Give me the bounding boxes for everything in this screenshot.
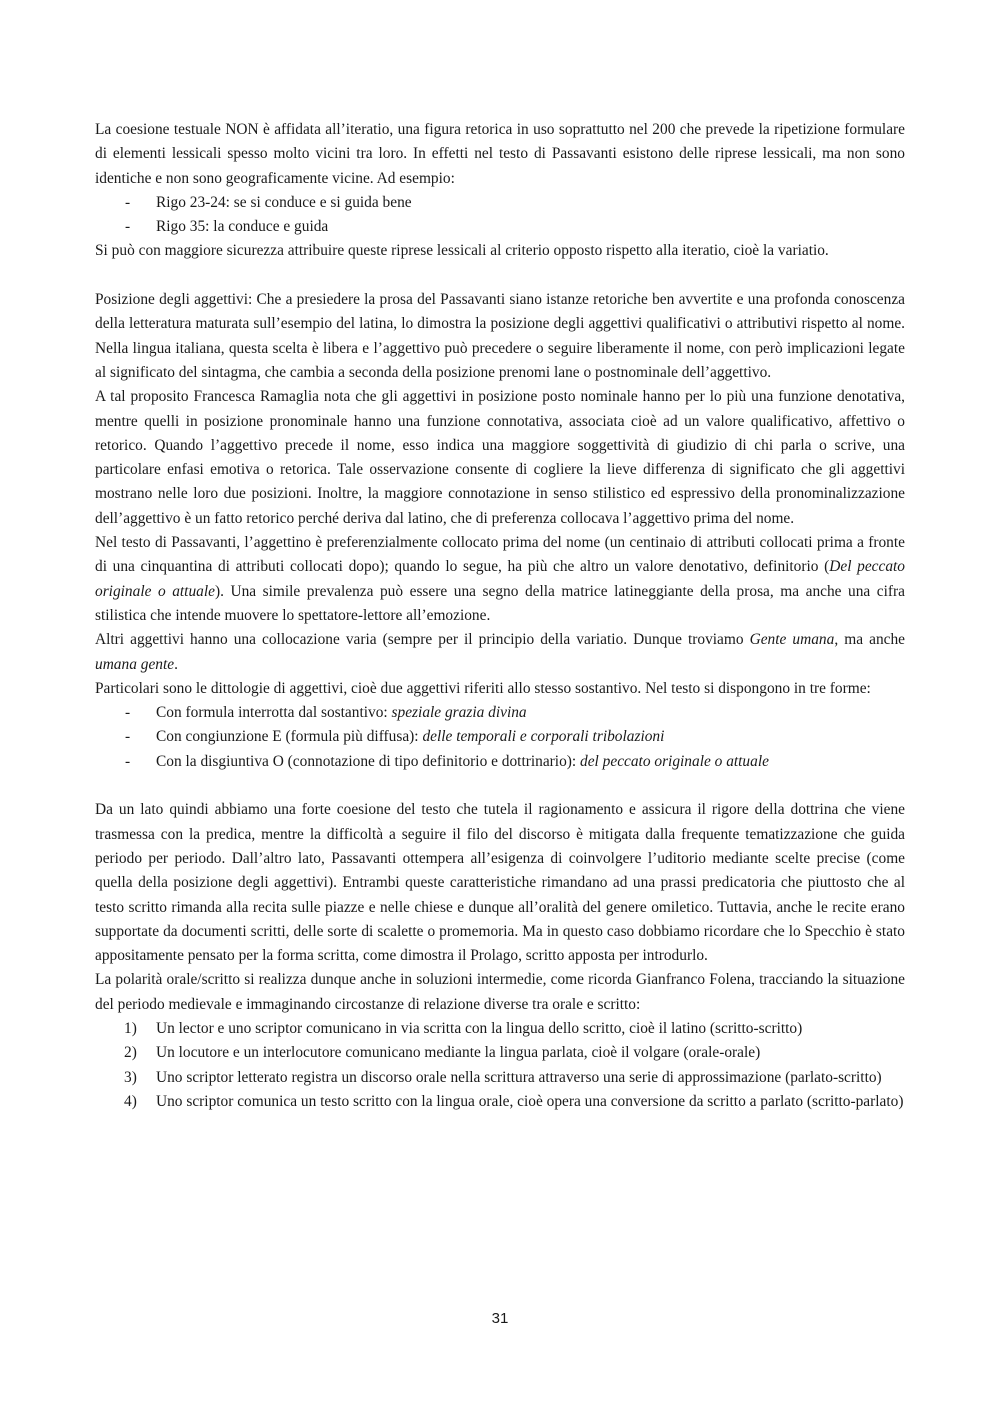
dash-bullet: - [125,218,131,236]
paragraph-posizione-aggettivi: Posizione degli aggettivi: Che a presiedere la prosa del Passavanti siano istanze retoriche ben avvertite e una profonda conoscenza della letteratura maturata sull’esempio del latina, lo dimostra la posizione degli aggettivi qualificativi o attributivi rispetto al nome. Nella lingua italiana, questa scelta è libera e l’aggettivo può precedere o seguire liberamente il nome, con però implicazioni legate al significato del sintagma, che cambia a seconda della posizione prenomi lane o postnominale dell’aggettivo. [95,291,905,381]
list-item [95,1041,905,1065]
dash-bullet: - [125,752,131,770]
example-list-riprese [95,191,905,240]
list-number: 3) [124,1068,137,1086]
page-number: 31 [491,1310,509,1327]
paragraph-polarita: La polarità orale/scritto si realizza dunque anche in soluzioni intermedie, come ricorda Gianfranco Folena, tracciando la situazione del periodo medievale e immaginando circostanze di relazione diverse tra orale e scritto: [95,971,905,1013]
paragraph-coesione-oralita: Da un lato quindi abbiamo una forte coesione del testo che tutela il ragionamento e assicura il rigore della dottrina che viene trasmessa con la predica, mentre la difficoltà a seguire il filo del discorso è mitigata dalla frequente tematizzazione che guida periodo per periodo. Dall’altro lato, Passavanti ottempera all’esigenza di coinvolgere l’uditorio mediante scelte precise (come quella della posizione degli aggettivi). Entrambi queste caratteristiche rimandano ad una prassi predicatoria che piuttosto che al testo scritto rimanda alla recita sulle piazze e nelle chiese e dunque all’oralità del genere omiletico. Tuttavia, anche le recite erano supportate da documenti scritti, delle sorte di scalette o promemoria. Ma in questo caso dobbiamo ricordare che lo Specchio è stato appositamente pensato per la forma scritta, come dimostra il Prolago, scritto apposta per introdurlo. [95,801,905,965]
list-item-text: Rigo 35: la conduce e guida [156,218,329,236]
list-item-text: Uno scriptor letterato registra un discorso orale nella scrittura attraverso una serie di approssimazione (parlato-scritto) [156,1068,882,1086]
list-item: - Con la disgiuntiva O (connotazione di tipo definitorio e dottrinario): del peccato originale o attuale [95,750,905,774]
paragraph-passavanti-aggettino: Nel testo di Passavanti, l’aggettino è preferenzialmente collocato prima del nome (un centinaio di attributi collocati prima a fronte di una cinquantina di attributi collocati dopo); quando lo segue, ha più che altro un valore denotativo, definitorio (Del peccato originale o attuale). Una simile prevalenza può essere una segno della matrice latineggiante della prosa, ma anche una cifra stilistica che intende muovere lo spettatore-lettore all’emozione. [95,534,905,624]
list-number: 1) [124,1019,137,1037]
list-item [95,191,905,215]
dittologie-list [95,701,905,774]
dash-bullet: - [125,728,131,746]
list-item-text: Uno scriptor comunica un testo scritto con la lingua orale, cioè opera una conversione da scritto a parlato (scritto-parlato) [156,1092,904,1110]
list-item-text: Rigo 23-24: se si conduce e si guida bene [156,193,412,211]
list-number: 4) [124,1092,137,1110]
dash-bullet: - [125,704,131,722]
list-item [95,1090,905,1114]
paragraph-dittologie: Particolari sono le dittologie di aggettivi, cioè due aggettivi riferiti allo stesso sostantivo. Nel testo si dispongono in tre forme: [95,679,871,697]
paragraph-collocazione-varia: Altri aggettivi hanno una collocazione varia (sempre per il principio della variatio. Dunque troviamo Gente umana, ma anche umana gente. [95,631,905,673]
list-item: - Con formula interrotta dal sostantivo: speziale grazia divina [95,701,905,725]
list-item [95,1066,905,1090]
dash-bullet: - [125,193,131,211]
list-item-text: Un locutore e un interlocutore comunicano mediante la lingua parlata, cioè il volgare (orale-orale) [156,1044,761,1062]
list-item: - Con congiunzione E (formula più diffusa): delle temporali e corporali tribolazioni [95,725,905,749]
list-item-text: Un lector e uno scriptor comunicano in via scritta con la lingua dello scritto, cioè il latino (scritto-scritto) [156,1019,803,1037]
paragraph-iteratio: La coesione testuale NON è affidata all’iteratio, una figura retorica in uso soprattutto nel 200 che prevede la ripetizione formulare di elementi lessicali spesso molto vicini tra loro. In effetti nel testo di Passavanti esistono delle riprese lessicali, ma non sono identiche e non sono geograficamente vicine. Ad esempio: [95,121,905,187]
list-item [95,1017,905,1041]
list-number: 2) [124,1044,137,1062]
paragraph-ramaglia: A tal proposito Francesca Ramaglia nota che gli aggettivi in posizione posto nominale hanno per lo più una funzione denotativa, mentre quelli in posizione pronominale hanno una funzione connotativa, associata cioè ad un valore qualificativo, affettivo o retorico. Quando l’aggettivo precede il nome, esso indica una maggiore soggettività di giudizio di chi parla o scrive, una particolare enfasi emotiva o retorica. Tale osservazione consente di cogliere la lieve differenza di significato che gli aggettivi mostrano nelle loro due posizioni. Inoltre, la maggiore connotazione in senso stilistico ed espressivo della pronominalizzazione dell’aggettivo è un fatto retorico perché deriva dal latino, che di preferenza collocava l’aggettivo prima del nome. [95,388,905,527]
list-item [95,215,905,239]
document-body [95,118,905,1114]
paragraph-variatio: Si può con maggiore sicurezza attribuire queste riprese lessicali al criterio opposto rispetto alla iteratio, cioè la variatio. [95,242,829,260]
folena-numbered-list [95,1017,905,1114]
